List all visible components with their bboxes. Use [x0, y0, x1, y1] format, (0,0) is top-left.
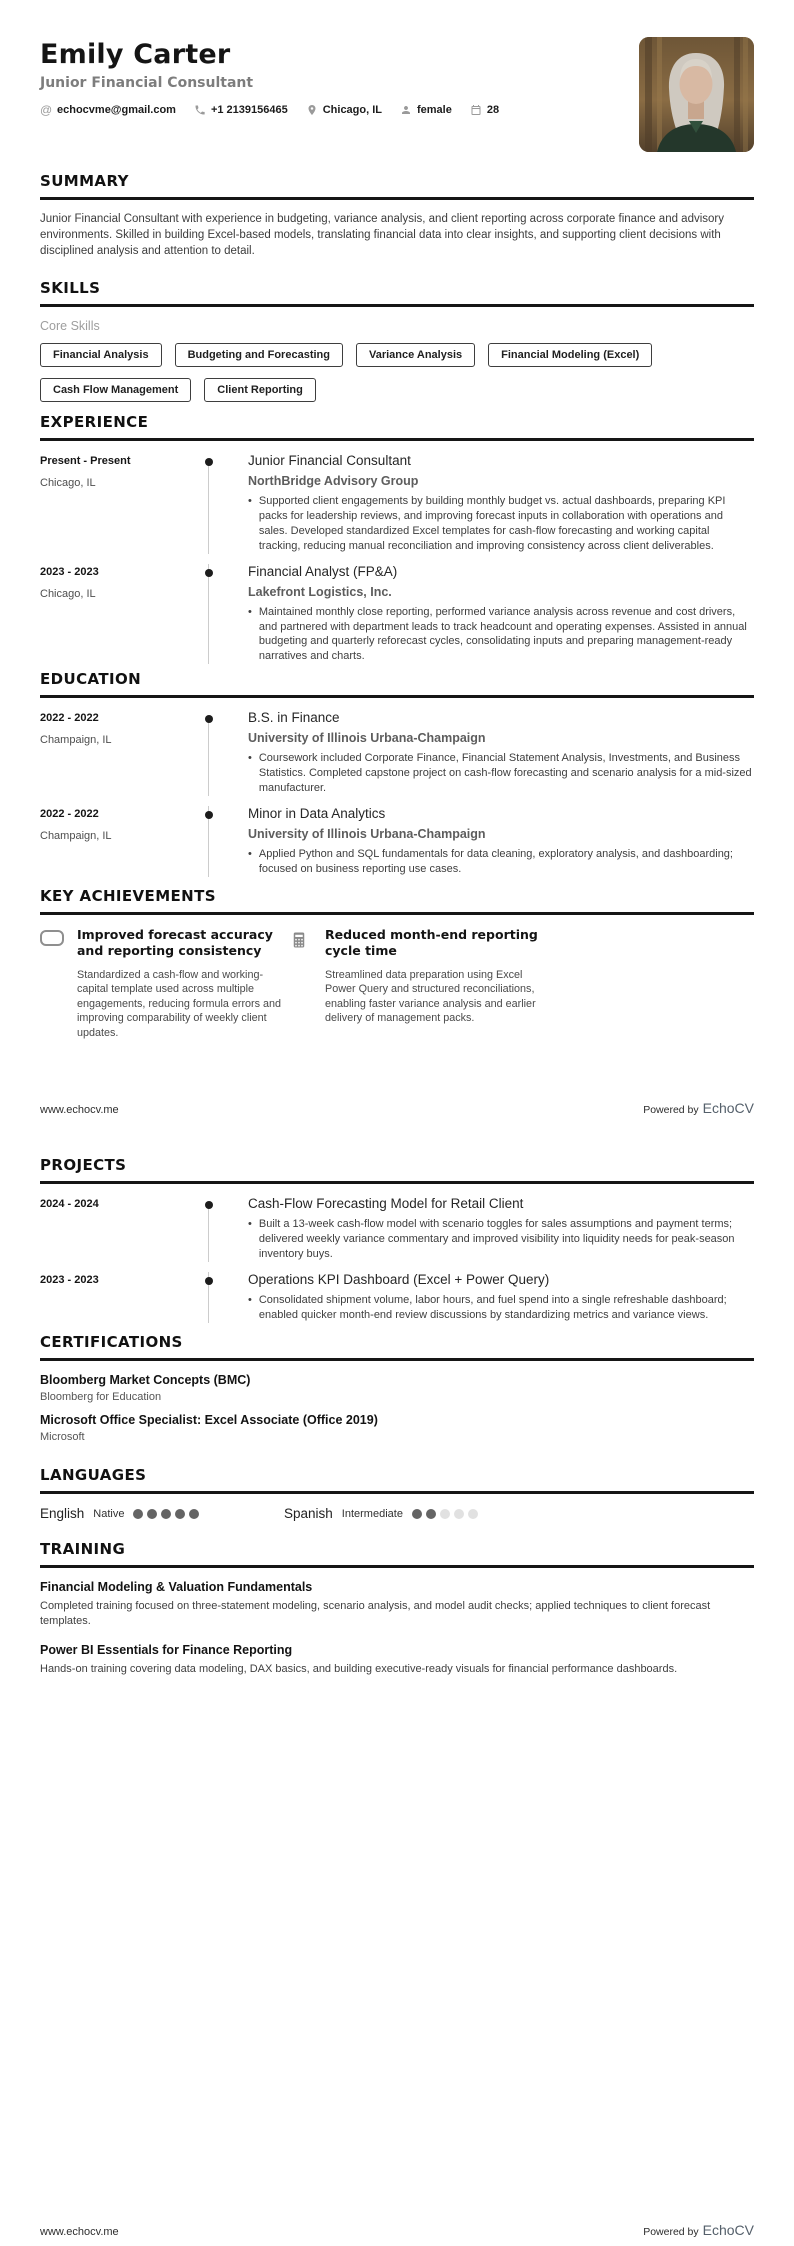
section-projects: [40, 1156, 754, 1323]
calendar-icon: [470, 104, 482, 116]
skill-pill: Variance Analysis: [356, 343, 475, 367]
certification-title: Microsoft Office Specialist: Excel Associate (Office 2019): [40, 1413, 378, 1427]
experience-entry: [40, 564, 754, 665]
proficiency-dot-empty: [454, 1509, 464, 1519]
footer-website-link[interactable]: www.echocv.me: [40, 1104, 119, 1116]
bullet-marker: •: [248, 1218, 252, 1231]
timeline-rail: [208, 1272, 248, 1323]
training-title: Financial Modeling & Valuation Fundamentals: [40, 1580, 313, 1594]
language-proficiency-dots: [412, 1509, 478, 1519]
header: [40, 40, 754, 116]
proficiency-dot-filled: [412, 1509, 422, 1519]
achievements-grid: [40, 927, 754, 1040]
section-training: [40, 1540, 754, 1690]
entry-location: Champaign, IL: [40, 829, 112, 842]
bullet-text: Maintained monthly close reporting, performed variance analysis across revenue and cost drivers, and partnered with department leads to track headcount and operating expenses. Assisted in annual budgeting and quarterly reforecast cycles, consolidating inputs and preparing management-ready narratives and charts.: [258, 605, 747, 663]
section-skills: [40, 279, 754, 402]
footer-website-link[interactable]: www.echocv.me: [40, 2226, 119, 2238]
entry-dates: 2023 - 2023: [40, 565, 99, 578]
footer-powered: [643, 1100, 754, 1116]
certification-org: Microsoft: [40, 1431, 85, 1443]
skill-pill: Client Reporting: [204, 378, 316, 402]
bullet-item: [248, 494, 754, 553]
languages-grid: [40, 1506, 754, 1521]
section-education: [40, 670, 754, 877]
proficiency-dot-filled: [161, 1509, 171, 1519]
rounded-pill-icon: [40, 927, 64, 1040]
skills-group-label: Core Skills: [40, 319, 100, 333]
education-entry: [40, 806, 754, 877]
timeline-rail: [208, 806, 248, 877]
person-icon: [400, 104, 412, 116]
project-entry: [40, 1196, 754, 1272]
certifications-heading: CERTIFICATIONS: [40, 1333, 754, 1361]
entry-role: Junior Financial Consultant: [248, 453, 411, 468]
skills-pill-list: [40, 343, 754, 402]
summary-text: Junior Financial Consultant with experience in budgeting, variance analysis, and client reporting across corporate finance and advisory environments. Skilled in building Excel-based models, translating financial data into clear insights, and supporting client decisions with disciplined analysis and attention to detail.: [40, 213, 724, 257]
proficiency-dot-filled: [175, 1509, 185, 1519]
profile-photo-placeholder: [639, 37, 754, 152]
section-summary: [40, 172, 754, 260]
contact-location: [306, 104, 382, 116]
bullet-marker: •: [248, 1293, 252, 1306]
achievement-title: Reduced month-end reporting cycle time: [325, 927, 538, 959]
echocv-brand-link[interactable]: EchoCV: [702, 2222, 754, 2238]
education-entries: [40, 710, 754, 877]
timeline-dot: [205, 1201, 213, 1209]
proficiency-dot-filled: [426, 1509, 436, 1519]
bullet-marker: •: [248, 752, 252, 765]
achievement-text: Standardized a cash-flow and working-capital template used across multiple engagements, reducing formula errors and improving comparability of weekly client updates.: [77, 968, 282, 1039]
bullet-text: Built a 13-week cash-flow model with scenario toggles for sales assumptions and payment terms; delivered weekly variance commentary and improved visibility into liquidity needs for peak-season inventory buys.: [258, 1218, 735, 1260]
entry-location: Chicago, IL: [40, 477, 96, 489]
language-name: English: [40, 1506, 85, 1521]
entry-bullets: [248, 494, 754, 553]
entry-dates: 2022 - 2022: [40, 807, 99, 820]
contact-email[interactable]: [40, 104, 176, 116]
entry-company: NorthBridge Advisory Group: [248, 474, 419, 489]
entry-degree: B.S. in Finance: [248, 710, 340, 725]
summary-heading: SUMMARY: [40, 172, 754, 200]
training-item: [40, 1580, 754, 1630]
contact-age-text: 28: [486, 103, 500, 116]
entry-dates: 2022 - 2022: [40, 712, 99, 724]
entry-degree: Minor in Data Analytics: [248, 805, 386, 821]
section-experience: [40, 413, 754, 664]
achievement-text: Streamlined data preparation using Excel Power Query and structured reconciliations, enabling faster variance analysis and earlier delivery of management packs.: [325, 968, 536, 1025]
training-title: Power BI Essentials for Finance Reporting: [40, 1642, 293, 1657]
skill-pill: Financial Analysis: [40, 343, 162, 367]
proficiency-dot-filled: [147, 1509, 157, 1519]
skill-pill: Financial Modeling (Excel): [488, 343, 652, 367]
footer-powered: [643, 2222, 754, 2238]
skills-heading: SKILLS: [40, 279, 754, 307]
entry-dates: Present - Present: [40, 455, 131, 467]
entry-location: Champaign, IL: [40, 734, 112, 746]
bullet-item: [248, 847, 754, 877]
timeline-dot: [205, 569, 213, 577]
entry-school: University of Illinois Urbana-Champaign: [248, 826, 486, 841]
contact-gender: [400, 104, 452, 116]
timeline-dot: [205, 1277, 213, 1285]
bullet-item: [248, 751, 754, 796]
proficiency-dot-filled: [189, 1509, 199, 1519]
timeline-dot: [205, 458, 213, 466]
timeline-rail: [208, 564, 248, 665]
bullet-text: Consolidated shipment volume, labor hours, and fuel spend into a single refreshable dashboard; enabled quicker month-end review discussions by standardizing metrics and variance views.: [258, 1293, 727, 1321]
timeline-dot: [205, 811, 213, 819]
project-entry: [40, 1272, 754, 1323]
proficiency-dot-empty: [468, 1509, 478, 1519]
training-heading: TRAINING: [40, 1540, 754, 1568]
training-desc: Hands-on training covering data modeling, DAX basics, and building executive-ready visuals for financial performance dashboards.: [40, 1662, 678, 1675]
page-footer: [40, 2222, 754, 2238]
entry-dates: 2024 - 2024: [40, 1198, 99, 1210]
person-name: Emily Carter: [40, 39, 231, 70]
entry-bullets: [248, 1217, 754, 1262]
experience-heading: EXPERIENCE: [40, 413, 754, 441]
entry-school: University of Illinois Urbana-Champaign: [248, 731, 486, 746]
certification-item: [40, 1373, 754, 1403]
footer-powered-text: Powered by: [643, 2226, 699, 2238]
language-level: Intermediate: [341, 1507, 403, 1520]
contact-phone-text: +1 2139156465: [210, 103, 288, 116]
language-level: Native: [93, 1507, 125, 1520]
education-entry: [40, 710, 754, 806]
page-footer: [40, 1100, 754, 1116]
entry-dates: 2023 - 2023: [40, 1273, 99, 1286]
achievement-card: [290, 927, 540, 1040]
contact-gender-text: female: [417, 103, 452, 116]
projects-heading: PROJECTS: [40, 1156, 754, 1184]
key-achievements-heading: KEY ACHIEVEMENTS: [40, 887, 754, 915]
education-heading: EDUCATION: [40, 670, 754, 698]
experience-entries: [40, 453, 754, 664]
phone-icon: [194, 104, 206, 116]
bullet-marker: •: [248, 847, 252, 860]
calculator-icon: [290, 927, 312, 1040]
language-name: Spanish: [284, 1506, 333, 1521]
language-proficiency-dots: [133, 1509, 199, 1519]
project-entries: [40, 1196, 754, 1323]
bullet-item: [248, 1217, 754, 1262]
bullet-marker: •: [248, 495, 252, 508]
entry-bullets: [248, 847, 754, 877]
bullet-item: [248, 605, 754, 664]
timeline-dot: [205, 715, 213, 723]
languages-heading: LANGUAGES: [40, 1466, 754, 1494]
contact-age: [470, 104, 499, 116]
bullet-marker: •: [248, 605, 252, 618]
bullet-text: Applied Python and SQL fundamentals for data cleaning, exploratory analysis, and dashboarding; focused on business reporting use cases.: [258, 847, 733, 875]
contact-email-text: echocvme@gmail.com: [57, 103, 176, 116]
timeline-rail: [208, 710, 248, 796]
project-title: Operations KPI Dashboard (Excel + Power Query): [248, 1271, 550, 1287]
timeline-rail: [208, 1196, 248, 1262]
bullet-text: Coursework included Corporate Finance, Financial Statement Analysis, Investments, and Business Statistics. Completed capstone project on cash-flow forecasting and scenario analysis for a mid-sized manufacturer.: [258, 752, 752, 794]
echocv-brand-link[interactable]: EchoCV: [702, 1100, 754, 1116]
entry-bullets: [248, 1293, 754, 1323]
bullet-text: Supported client engagements by building monthly budget vs. actual dashboards, preparing KPI packs for leadership reviews, and improving forecast inputs in collaboration with operations and sales. Developed standardized Excel templates for cash-flow forecasting and working capital tracking, reducing manual reconciliation and improving consistency across client deliverables.: [258, 495, 726, 552]
proficiency-dot-empty: [440, 1509, 450, 1519]
entry-location: Chicago, IL: [40, 587, 96, 600]
person-job-title: Junior Financial Consultant: [40, 74, 254, 91]
entry-bullets: [248, 605, 754, 664]
profile-photo: [639, 37, 754, 152]
section-languages: [40, 1466, 754, 1521]
location-icon: [306, 104, 318, 116]
training-item: [40, 1643, 754, 1677]
proficiency-dot-filled: [133, 1509, 143, 1519]
bullet-item: [248, 1293, 754, 1323]
entry-bullets: [248, 751, 754, 796]
skill-pill: Cash Flow Management: [40, 378, 191, 402]
skill-pill: Budgeting and Forecasting: [175, 343, 343, 367]
footer-powered-text: Powered by: [643, 1104, 699, 1116]
at-icon: @: [40, 102, 53, 117]
training-desc: Completed training focused on three-statement modeling, scenario analysis, and model audit checks; applied techniques to client forecast templates.: [40, 1600, 711, 1628]
section-key-achievements: [40, 887, 754, 1040]
achievement-title: Improved forecast accuracy and reporting consistency: [77, 927, 273, 959]
entry-role: Financial Analyst (FP&A): [248, 563, 398, 579]
project-title: Cash-Flow Forecasting Model for Retail Client: [248, 1196, 524, 1211]
section-certifications: [40, 1333, 754, 1453]
certification-item: [40, 1413, 754, 1443]
achievement-card: [40, 927, 290, 1040]
timeline-rail: [208, 453, 248, 554]
certification-org: Bloomberg for Education: [40, 1391, 162, 1403]
certification-title: Bloomberg Market Concepts (BMC): [40, 1373, 251, 1387]
entry-company: Lakefront Logistics, Inc.: [248, 584, 392, 599]
experience-entry: [40, 453, 754, 564]
contact-location-text: Chicago, IL: [322, 103, 382, 116]
language-item: [284, 1506, 754, 1521]
contact-phone: [194, 104, 288, 116]
language-item: [40, 1506, 284, 1521]
